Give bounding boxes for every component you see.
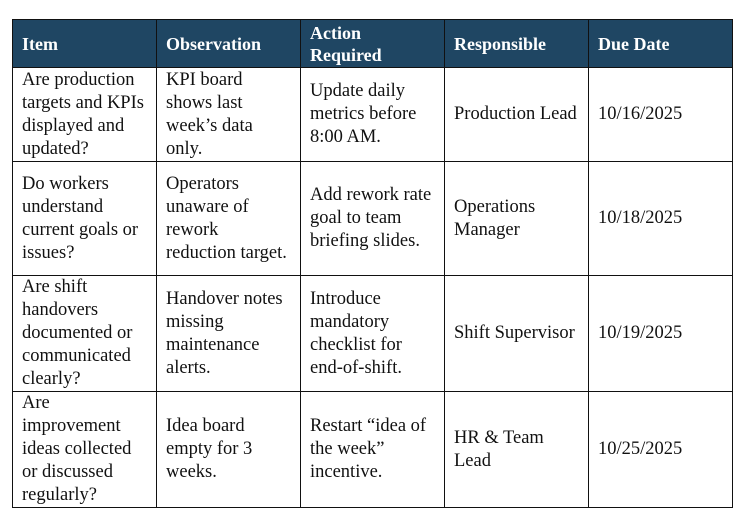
cell-due-date: 10/16/2025	[589, 68, 733, 162]
cell-action: Restart “idea of the week” incentive.	[301, 392, 445, 508]
cell-due-date: 10/18/2025	[589, 162, 733, 276]
table-row	[13, 392, 733, 508]
cell-responsible: Shift Supervisor	[445, 276, 589, 392]
column-header-responsible: Responsible	[445, 20, 589, 68]
action-plan-table	[12, 19, 733, 508]
column-header-due-date: Due Date	[589, 20, 733, 68]
cell-item: Are production targets and KPIs displayed and updated?	[13, 68, 157, 162]
cell-item: Are shift handovers documented or communicated clearly?	[13, 276, 157, 392]
cell-item: Are improvement ideas collected or discussed regularly?	[13, 392, 157, 508]
table-row	[13, 68, 733, 162]
cell-responsible: Production Lead	[445, 68, 589, 162]
cell-observation: KPI board shows last week’s data only.	[157, 68, 301, 162]
cell-action: Add rework rate goal to team briefing slides.	[301, 162, 445, 276]
column-header-action-required: Action Required	[301, 20, 445, 68]
cell-action: Update daily metrics before 8:00 AM.	[301, 68, 445, 162]
cell-responsible: Operations Manager	[445, 162, 589, 276]
cell-action: Introduce mandatory checklist for end-of-shift.	[301, 276, 445, 392]
cell-observation: Operators unaware of rework reduction target.	[157, 162, 301, 276]
column-header-observation: Observation	[157, 20, 301, 68]
cell-item: Do workers understand current goals or issues?	[13, 162, 157, 276]
cell-observation: Idea board empty for 3 weeks.	[157, 392, 301, 508]
table-header-row	[13, 20, 733, 68]
cell-due-date: 10/19/2025	[589, 276, 733, 392]
cell-due-date: 10/25/2025	[589, 392, 733, 508]
table-row	[13, 276, 733, 392]
cell-responsible: HR & Team Lead	[445, 392, 589, 508]
column-header-item: Item	[13, 20, 157, 68]
cell-observation: Handover notes missing maintenance alerts.	[157, 276, 301, 392]
table-row	[13, 162, 733, 276]
